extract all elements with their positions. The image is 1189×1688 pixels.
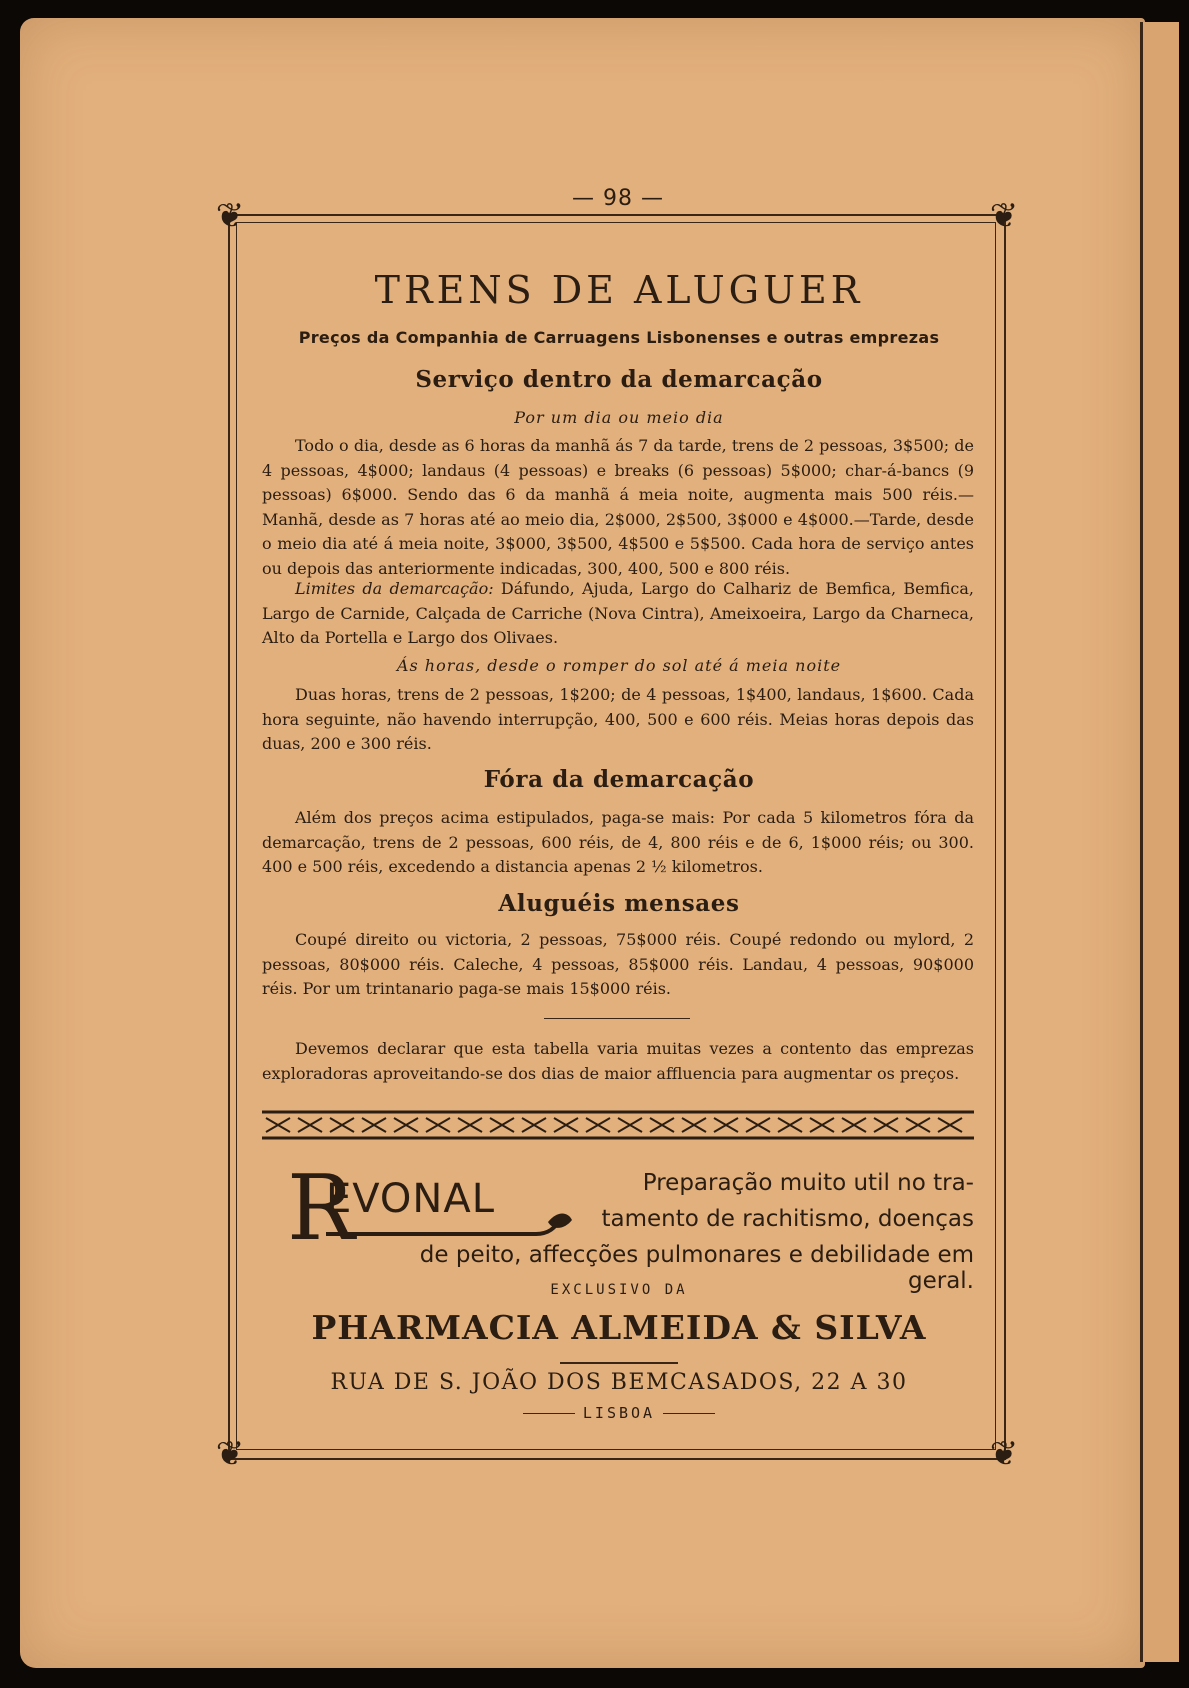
band-x-mark xyxy=(362,1118,386,1132)
band-x-mark xyxy=(874,1118,898,1132)
band-x-mark xyxy=(810,1118,834,1132)
paragraph-dia: Todo o dia, desde as 6 horas da manhã ás 7 da tarde, trens de 2 pessoas, 3$500; de 4 pessoas, 4$000; landaus (4 pessoas) e breaks (6 pessoas) 5$000; char-á-bancs (9 pessoas) 6$000. Sendo das 6 da manhã á meia noite, augmenta mais 500 réis.—Manhã, desde as 7 horas até ao meio dia, 2$000, 2$500, 3$000 e 4$000.—Tarde, desde o meio dia até á meia noite, 3$000, 3$500, 4$500 e 5$500. Cada hora de serviço antes ou depois das anteriormente indicadas, 300, 400, 500 e 800 réis. xyxy=(262,436,974,578)
band-x-mark xyxy=(458,1118,482,1132)
paragraph-alugueis: Coupé direito ou victoria, 2 pessoas, 75$000 réis. Coupé redondo ou mylord, 2 pessoas, 80$000 réis. Caleche, 4 pessoas, 85$000 réis. Landau, 4 pessoas, 90$000 réis. Por um trintanario paga-se mais 15$000 réis. xyxy=(262,930,974,998)
ad-text-line-2: tamento de rachitismo, doenças xyxy=(601,1206,974,1232)
section-subheading-dia: Por um dia ou meio dia xyxy=(514,408,724,427)
ad-text-line-1: Preparação muito util no tra- xyxy=(642,1170,974,1196)
band-x-mark xyxy=(426,1118,450,1132)
band-x-mark xyxy=(490,1118,514,1132)
band-x-mark xyxy=(938,1118,962,1132)
ad-address: RUA DE S. JOÃO DOS BEMCASADOS, 22 A 30 xyxy=(330,1370,908,1395)
band-x-mark xyxy=(618,1118,642,1132)
page-title: TRENS DE ALUGUER xyxy=(374,268,864,312)
paragraph-fora: Além dos preços acima estipulados, paga-se mais: Por cada 5 kilometros fóra da demarcação, trens de 2 pessoas, 600 réis, de 4, 800 réis e de 6, 1$000 réis; ou 300. 400 e 500 réis, excedendo a distancia apenas 2 ½ kilometros. xyxy=(262,808,974,876)
corner-ornament-bottom-left-icon: ❦ xyxy=(215,1434,245,1474)
section-heading-alugueis: Aluguéis mensaes xyxy=(498,890,740,917)
ad-city-line xyxy=(244,1404,994,1422)
revonal-logo-text: EVONAL xyxy=(326,1176,495,1222)
ad-text-line-3: de peito, affecções pulmonares e debilidade em geral. xyxy=(419,1242,974,1294)
ad-pharmacia-name: PHARMACIA ALMEIDA & SILVA xyxy=(311,1308,927,1347)
band-x-mark xyxy=(394,1118,418,1132)
limites-text: Dáfundo, Ajuda, Largo do Calhariz de Bemfica, Bemfica, Largo de Carnide, Calçada de Carriche (Nova Cintra), Ameixoeira, Largo da Charneca, Alto da Portella e Largo dos Olivaes. xyxy=(262,579,975,647)
paragraph-horas: Duas horas, trens de 2 pessoas, 1$200; de 4 pessoas, 1$400, landaus, 1$600. Cada hora seguinte, não havendo interrupção, 400, 500 e 600 réis. Meias horas depois das duas, 200 e 300 réis. xyxy=(262,685,974,753)
section-heading-dentro: Serviço dentro da demarcação xyxy=(415,366,823,393)
band-x-mark xyxy=(682,1118,706,1132)
ad-short-rule xyxy=(560,1362,678,1364)
ad-exclusivo: EXCLUSIVO DA xyxy=(550,1282,688,1298)
revonal-logo-initial: R xyxy=(287,1156,355,1261)
band-x-mark xyxy=(778,1118,802,1132)
limites-label: Limites da demarcação: xyxy=(295,579,494,598)
band-x-mark xyxy=(842,1118,866,1132)
page-subtitle: Preços da Companhia de Carruagens Lisbonenses e outras emprezas xyxy=(298,328,940,347)
section-heading-fora: Fóra da demarcação xyxy=(483,766,755,793)
band-x-mark xyxy=(650,1118,674,1132)
band-x-mark xyxy=(906,1118,930,1132)
decorative-border-band xyxy=(262,1110,974,1140)
corner-ornament-bottom-right-icon: ❦ xyxy=(989,1434,1019,1474)
band-x-mark xyxy=(714,1118,738,1132)
next-page-edge xyxy=(1140,22,1179,1662)
band-x-mark xyxy=(266,1118,290,1132)
divider-rule xyxy=(544,1018,690,1019)
section-subheading-horas: Ás horas, desde o romper do sol até á meia noite xyxy=(396,656,842,675)
page-number: — 98 — xyxy=(572,186,664,211)
paragraph-limites xyxy=(262,577,974,651)
ad-city: LISBOA xyxy=(582,1404,656,1422)
band-x-mark xyxy=(522,1118,546,1132)
corner-ornament-top-right-icon: ❦ xyxy=(989,196,1019,236)
paragraph-note: Devemos declarar que esta tabella varia muitas vezes a contento das emprezas exploradoras aproveitando-se dos dias de maior affluencia para augmentar os preços. xyxy=(262,1039,974,1083)
band-x-mark xyxy=(330,1118,354,1132)
band-x-mark xyxy=(746,1118,770,1132)
corner-ornament-top-left-icon: ❦ xyxy=(215,196,245,236)
band-x-mark xyxy=(586,1118,610,1132)
band-x-mark xyxy=(298,1118,322,1132)
band-x-mark xyxy=(554,1118,578,1132)
